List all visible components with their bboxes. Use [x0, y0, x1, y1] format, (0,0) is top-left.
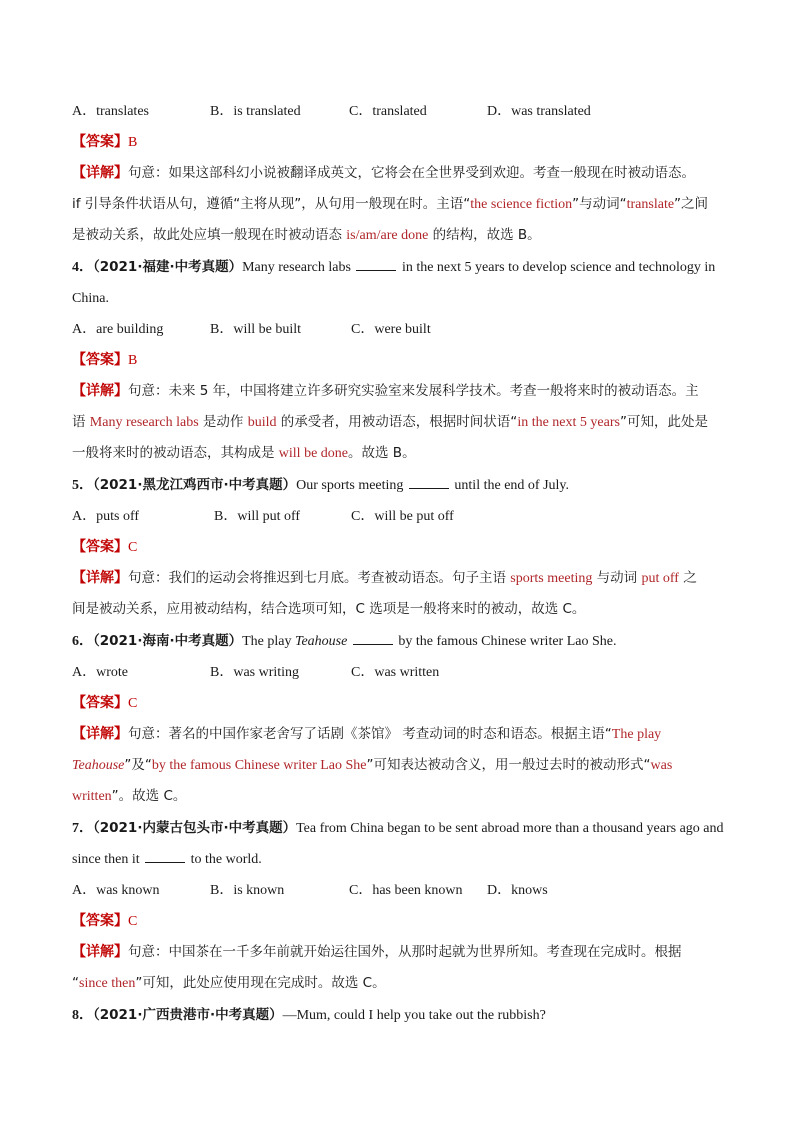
answer-tag: 【答案】 [72, 352, 128, 368]
answer-line [72, 532, 724, 563]
detail-line-2 [72, 968, 724, 999]
detail-highlight: translate [626, 197, 675, 212]
detail-text: 句意：中国茶在一千多年前就开始运往国外，从那时起就为世界所知。考查现在完成时。根据 [128, 944, 682, 960]
detail-text: ”与动词“ [572, 196, 627, 212]
answer-tag: 【答案】 [72, 134, 128, 150]
question-8 [72, 1000, 724, 1031]
answer-tag: 【答案】 [72, 695, 128, 711]
option-b: B．was writing [210, 665, 300, 680]
detail-tag: 【详解】 [72, 944, 128, 960]
detail-highlight: is/am/are done [346, 228, 429, 243]
detail-line-3 [72, 781, 724, 812]
detail-line-2 [72, 407, 724, 438]
detail-highlight: put off [641, 571, 679, 586]
answer-value: B [128, 135, 138, 150]
question-stem-cont [72, 844, 724, 875]
question-number: 6． [72, 634, 93, 649]
detail-highlight: written [72, 789, 112, 804]
stem-text: to the world. [190, 852, 262, 867]
detail-text: 是被动关系，故此处应填一般现在时被动语态 [72, 227, 347, 243]
question-source: （2021·内蒙古包头市·中考真题） [93, 820, 297, 836]
option-b: B．will be built [210, 322, 301, 337]
question-5 [72, 470, 724, 625]
question-stem [72, 626, 724, 657]
detail-text: 。故选 B。 [348, 445, 416, 461]
option-b: B．is translated [210, 104, 301, 119]
detail-tag: 【详解】 [72, 383, 128, 399]
question-stem [72, 813, 724, 844]
detail-highlight: The play [611, 727, 662, 742]
answer-line [72, 688, 724, 719]
option-a: A．are building [72, 322, 164, 337]
detail-text: ”可知表达被动含义，用一般过去时的被动形式“ [366, 757, 651, 773]
detail-line-2 [72, 750, 724, 781]
detail-highlight: since then [79, 976, 136, 991]
detail-text: ”可知，此处是 [619, 414, 708, 430]
question-3 [72, 96, 724, 251]
detail-text: ”可知，此处应使用现在完成时。故选 C。 [135, 975, 386, 991]
question-source: （2021·海南·中考真题） [93, 633, 243, 649]
answer-blank [353, 632, 393, 645]
stem-title: Teahouse [294, 634, 348, 649]
detail-text: 语 [72, 414, 90, 430]
detail-text: 句意：著名的中国作家老舍写了话剧《茶馆》 考查动词的时态和语态。根据主语“ [128, 726, 612, 742]
detail-tag: 【详解】 [72, 726, 128, 742]
stem-text: —Mum, could I help you take out the rubbish? [282, 1008, 546, 1023]
detail-highlight: in the next 5 years [517, 415, 620, 430]
option-a: A．puts off [72, 509, 140, 524]
detail-highlight: Many research labs [89, 415, 199, 430]
question-7 [72, 813, 724, 999]
options-row [72, 314, 724, 345]
detail-highlight: by the famous Chinese writer Lao She [151, 758, 367, 773]
detail-line-3 [72, 438, 724, 469]
detail-text: ”及“ [124, 757, 152, 773]
option-c: C．translated [349, 104, 427, 119]
detail-line-3 [72, 220, 724, 251]
answer-value: C [128, 696, 138, 711]
question-number: 8． [72, 1008, 93, 1023]
stem-text: Many research labs [242, 260, 351, 275]
answer-blank [356, 258, 396, 271]
detail-text: 句意：未来 5 年，中国将建立许多研究实验室来发展科学技术。考查一般将来时的被动语态。主 [128, 383, 699, 399]
answer-line [72, 906, 724, 937]
question-number: 7． [72, 821, 93, 836]
question-stem [72, 470, 724, 501]
stem-text: China. [72, 291, 109, 306]
detail-text: ”之间 [674, 196, 709, 212]
option-a: A．translates [72, 104, 149, 119]
question-4 [72, 252, 724, 469]
detail-text: 之 [678, 570, 697, 586]
detail-text: 与动词 [592, 570, 642, 586]
stem-text: until the end of July. [454, 478, 569, 493]
detail-line-1 [72, 719, 724, 750]
answer-line [72, 345, 724, 376]
question-stem-cont [72, 283, 724, 314]
detail-text: 的承受者，用被动语态，根据时间状语“ [276, 414, 518, 430]
stem-text: since then it [72, 852, 140, 867]
option-d: D．was translated [487, 104, 591, 119]
detail-text: if 引导条件状语从句，遵循“主将从现”，从句用一般现在时。主语“ [72, 196, 471, 212]
option-a: A．was known [72, 883, 160, 898]
detail-text: 一般将来时的被动语态，其构成是 [72, 445, 279, 461]
question-6 [72, 626, 724, 812]
options-row [72, 875, 724, 906]
detail-highlight: was [650, 758, 673, 773]
detail-line-2 [72, 189, 724, 220]
stem-text: by the famous Chinese writer Lao She. [398, 634, 617, 649]
answer-tag: 【答案】 [72, 539, 128, 555]
detail-highlight: build [247, 415, 277, 430]
answer-line [72, 127, 724, 158]
detail-tag: 【详解】 [72, 165, 128, 181]
detail-highlight: will be done [278, 446, 349, 461]
question-source: （2021·黑龙江鸡西市·中考真题） [93, 477, 297, 493]
detail-line-1 [72, 376, 724, 407]
options-row [72, 657, 724, 688]
stem-text: Tea from China began to be sent abroad more than a thousand years ago and [296, 821, 724, 836]
question-source: （2021·广西贵港市·中考真题） [93, 1007, 283, 1023]
option-c: C．was written [351, 665, 440, 680]
stem-text: Our sports meeting [296, 478, 404, 493]
answer-value: C [128, 914, 138, 929]
question-number: 4． [72, 260, 93, 275]
detail-highlight: Teahouse [72, 758, 125, 773]
stem-text: in the next 5 years to develop science and technology in [401, 260, 716, 275]
option-c: C．were built [351, 322, 431, 337]
detail-text: 句意：我们的运动会将推迟到七月底。考查被动语态。句子主语 [128, 570, 511, 586]
stem-text: The play [242, 634, 295, 649]
answer-value: B [128, 353, 138, 368]
question-stem [72, 252, 724, 283]
detail-text: 是动作 [198, 414, 248, 430]
question-stem [72, 1000, 724, 1031]
option-d: D．knows [487, 883, 548, 898]
detail-text: “ [72, 975, 79, 991]
detail-line-1 [72, 158, 724, 189]
detail-line-1 [72, 937, 724, 968]
answer-tag: 【答案】 [72, 913, 128, 929]
question-source: （2021·福建·中考真题） [93, 259, 243, 275]
answer-value: C [128, 540, 138, 555]
option-a: A．wrote [72, 665, 128, 680]
detail-highlight: the science fiction [470, 197, 573, 212]
options-row [72, 96, 724, 127]
option-c: C．has been known [349, 883, 463, 898]
detail-text: 的结构，故选 B。 [428, 227, 541, 243]
answer-blank [409, 476, 449, 489]
detail-text: 句意：如果这部科幻小说被翻译成英文，它将会在全世界受到欢迎。考查一般现在时被动语态。 [128, 165, 695, 181]
detail-text: 间是被动关系，应用被动结构，结合选项可知，C 选项是一般将来时的被动，故选 C。 [72, 601, 586, 617]
detail-tag: 【详解】 [72, 570, 128, 586]
detail-line-1 [72, 563, 724, 594]
detail-highlight: sports meeting [510, 571, 593, 586]
option-b: B．is known [210, 883, 285, 898]
option-c: C．will be put off [351, 509, 454, 524]
detail-text: ”。故选 C。 [111, 788, 187, 804]
detail-line-2 [72, 594, 724, 625]
options-row [72, 501, 724, 532]
option-b: B．will put off [214, 509, 301, 524]
question-number: 5． [72, 478, 93, 493]
answer-blank [145, 850, 185, 863]
